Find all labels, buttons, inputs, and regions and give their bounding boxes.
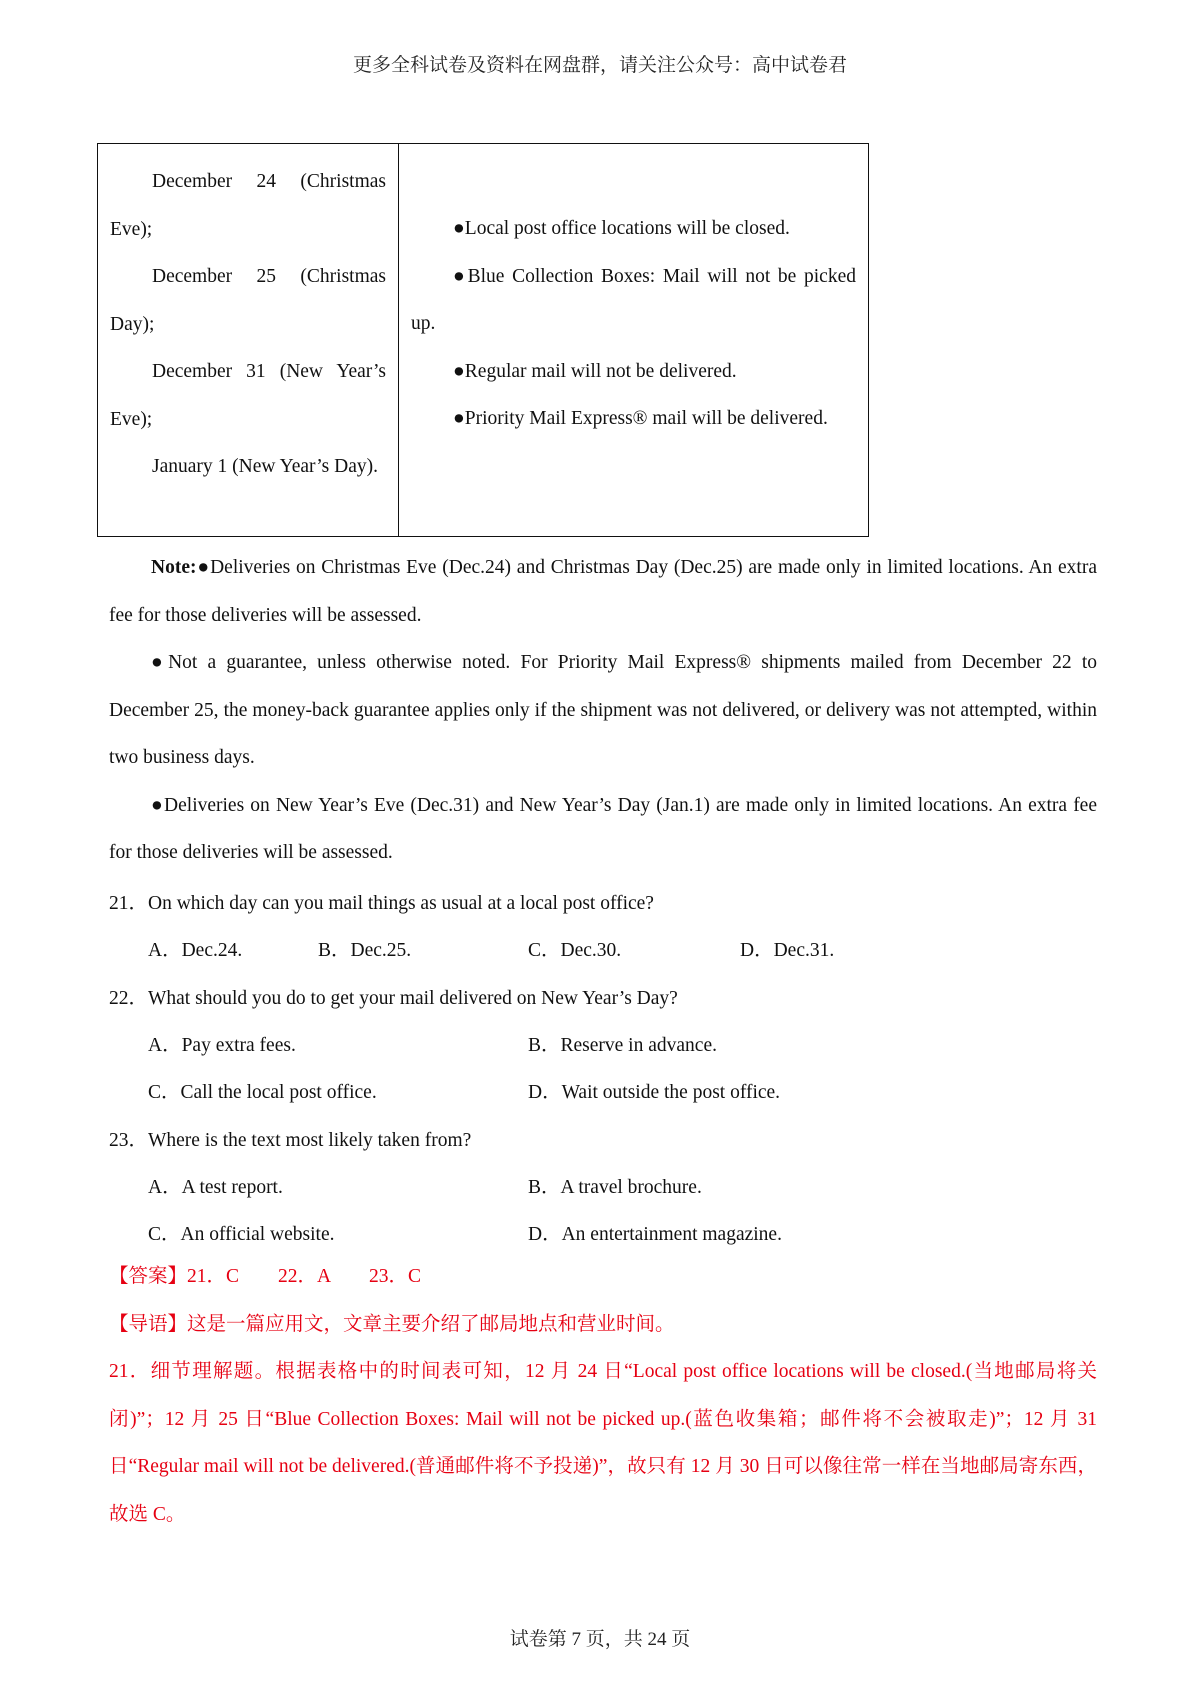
q23-option-a: A．A test report. bbox=[148, 1177, 283, 1198]
note-3: ●Deliveries on New Year’s Eve (Dec.31) and New Year’s Day (Jan.1) are made only in limited locations. An extra fee for those deliveries will be assessed. bbox=[109, 794, 1097, 863]
answer-section bbox=[109, 1253, 1097, 1538]
answer-explanation: 21．细节理解题。根据表格中的时间表可知，12 月 24 日“Local post office locations will be closed.(当地邮局将关闭)”；12 月 25 日“Blue Collection Boxes: Mail will not be picked up.(蓝色收集箱；邮件将不会被取走)”；12 月 31 日“Regular mail will not be delivered.(普通邮件将不予投递)”，故只有 12 月 30 日可以像往常一样在当地邮局寄东西，故选 C。 bbox=[109, 1361, 1097, 1525]
dates-column bbox=[98, 144, 399, 536]
page-header: 更多全科试卷及资料在网盘群，请关注公众号：高中试卷君 bbox=[352, 55, 847, 76]
date-dec-25: December 25 (Christmas Day); bbox=[110, 266, 386, 335]
q23-option-c: C．An official website. bbox=[148, 1224, 335, 1245]
page-footer: 试卷第 7 页，共 24 页 bbox=[509, 1629, 691, 1650]
date-jan-1: January 1 (New Year’s Day). bbox=[152, 456, 379, 477]
question-22: 22．What should you do to get your mail delivered on New Year’s Day? bbox=[109, 988, 678, 1009]
q23-option-b: B．A travel brochure. bbox=[528, 1177, 702, 1198]
schedule-table bbox=[97, 143, 869, 537]
date-dec-24: December 24 (Christmas Eve); bbox=[110, 171, 386, 240]
answer-guide: 【导语】这是一篇应用文，文章主要介绍了邮局地点和营业时间。 bbox=[109, 1313, 675, 1335]
answer-key: 【答案】21．C 22．A 23．C bbox=[109, 1266, 422, 1287]
service-priority-mail: ●Priority Mail Express® mail will be delivered. bbox=[453, 408, 828, 429]
service-collection-boxes: ●Blue Collection Boxes: Mail will not be picked up. bbox=[411, 265, 856, 334]
question-23: 23．Where is the text most likely taken from? bbox=[109, 1130, 472, 1151]
notes-section bbox=[109, 544, 1097, 877]
services-column bbox=[399, 144, 868, 536]
service-post-office: ●Local post office locations will be closed. bbox=[453, 218, 790, 239]
note-1: Note:●Deliveries on Christmas Eve (Dec.24) and Christmas Day (Dec.25) are made only in limited locations. An extra fee for those deliveries will be assessed. bbox=[109, 557, 1097, 626]
q22-option-b: B．Reserve in advance. bbox=[528, 1035, 717, 1056]
note-2: ●Not a guarantee, unless otherwise noted. For Priority Mail Express® shipments mailed from December 22 to December 25, the money-back guarantee applies only if the shipment was not delivered, or delivery was not attempted, within two business days. bbox=[109, 652, 1097, 768]
question-21: 21．On which day can you mail things as usual at a local post office? bbox=[109, 893, 654, 914]
date-dec-31: December 31 (New Year’s Eve); bbox=[110, 361, 386, 430]
q21-option-a: A．Dec.24. bbox=[148, 940, 243, 961]
service-regular-mail: ●Regular mail will not be delivered. bbox=[453, 360, 737, 382]
q22-option-a: A．Pay extra fees. bbox=[148, 1035, 296, 1056]
q21-option-d: D．Dec.31. bbox=[740, 940, 835, 961]
q22-option-d: D．Wait outside the post office. bbox=[528, 1082, 781, 1103]
note-label: Note: bbox=[151, 557, 197, 578]
q21-option-b: B．Dec.25. bbox=[318, 940, 412, 961]
q21-option-c: C．Dec.30. bbox=[528, 940, 622, 961]
q23-option-d: D．An entertainment magazine. bbox=[528, 1224, 782, 1245]
q22-option-c: C．Call the local post office. bbox=[148, 1082, 377, 1103]
